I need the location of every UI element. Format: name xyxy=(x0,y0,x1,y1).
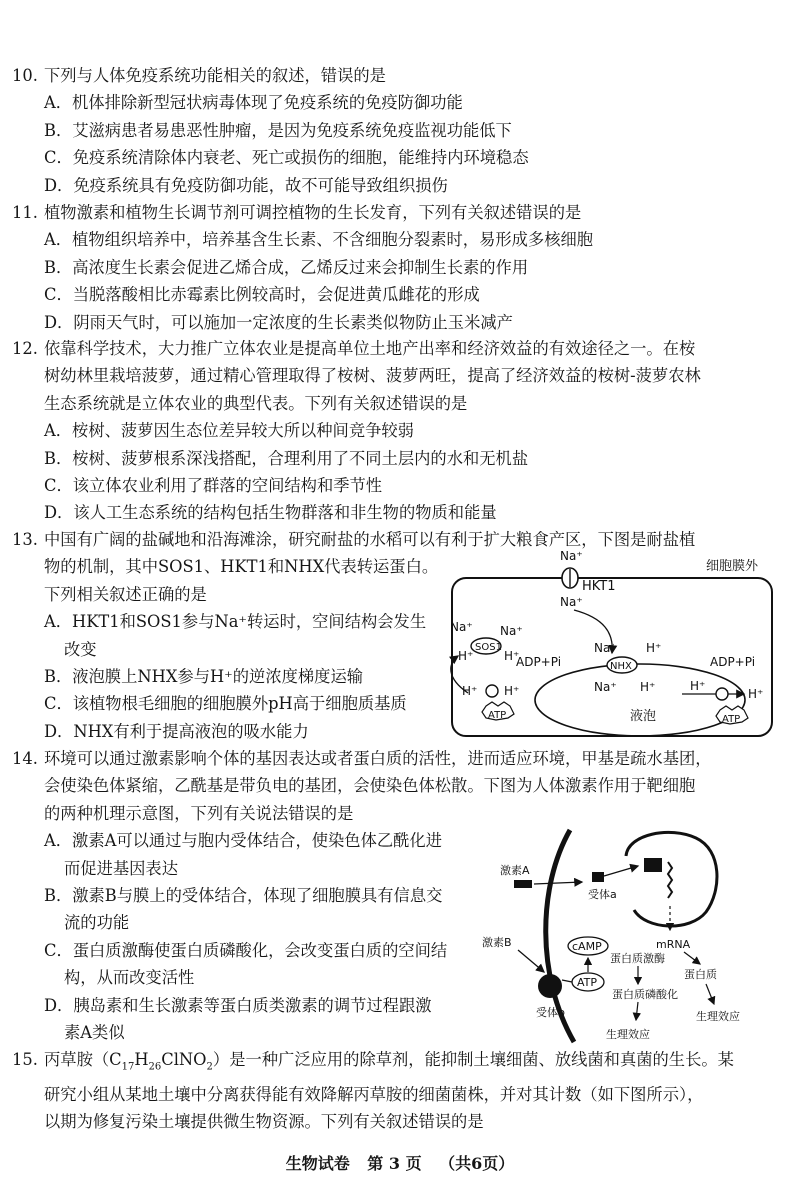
question-number: 12. xyxy=(12,339,38,358)
h-label: H⁺ xyxy=(504,684,520,698)
adp-label: ADP+Pi xyxy=(516,655,562,669)
question-stem-cont: 会使染色体紧缩，乙酰基是带负电的基团，会使染色体松散。下图为人体激素作用于靶细胞 xyxy=(44,776,696,796)
option-c-cont: 构，从而改变活性 xyxy=(64,968,195,988)
h-label: H⁺ xyxy=(462,684,478,698)
proton-pump xyxy=(716,688,728,700)
h-label: H⁺ xyxy=(458,649,474,663)
h-label: H⁺ xyxy=(504,649,520,663)
question-number: 10. xyxy=(12,66,38,85)
option-b: B．艾滋病患者易患恶性肿瘤，是因为免疫系统免疫监视功能低下 xyxy=(44,120,512,140)
option-a: A．桉树、菠萝因生态位差异较大所以种间竞争较弱 xyxy=(44,421,414,441)
hormone-a-label: 激素A xyxy=(500,864,530,877)
question-11 xyxy=(12,199,792,336)
hormone-b-label: 激素B xyxy=(482,936,512,949)
na-label: Na⁺ xyxy=(594,680,617,694)
option-d-cont: 素A类似 xyxy=(64,1023,125,1043)
option-c: C．该立体农业利用了群落的空间结构和季节性 xyxy=(44,476,383,496)
atp-label: ATP xyxy=(488,710,507,721)
option-a: A．机体排除新型冠状病毒体现了免疫系统的免疫防御功能 xyxy=(44,93,463,113)
question-15 xyxy=(12,1046,792,1135)
hormone-receptor-complex xyxy=(644,858,662,872)
question-12 xyxy=(12,335,792,527)
effect-label-1: 生理效应 xyxy=(606,1028,650,1041)
footer-total: （共6页） xyxy=(439,1154,515,1173)
outside-label: 细胞膜外 xyxy=(706,559,759,574)
chromatin xyxy=(668,862,672,898)
option-b: B．桉树、菠萝根系深浅搭配，合理利用了不同土层内的水和无机盐 xyxy=(44,448,529,468)
mrna-label: mRNA xyxy=(656,938,691,951)
na-label: Na⁺ xyxy=(560,595,583,609)
question-number: 11. xyxy=(12,203,38,222)
vacuole xyxy=(535,664,745,736)
question-10 xyxy=(12,62,792,199)
na-label: Na⁺ xyxy=(594,641,617,655)
question-stem: 环境可以通过激素影响个体的基因表达或者蛋白质的活性，进而适应环境，甲基是疏水基团， xyxy=(44,749,712,768)
option-a: A．HKT1和SOS1参与Na⁺转运时，空间结构会发生 xyxy=(44,612,427,632)
option-a-cont: 改变 xyxy=(64,639,97,659)
option-a: A．植物组织培养中，培养基含生长素、不含细胞分裂素时，易形成多核细胞 xyxy=(44,230,594,250)
receptor-a xyxy=(592,872,604,882)
receptor-b-label: 受体b xyxy=(536,1006,565,1019)
option-b: B．激素B与膜上的受体结合，体现了细胞膜具有信息交 xyxy=(44,886,443,906)
proton-pump xyxy=(486,685,498,697)
hormone-a xyxy=(514,880,532,888)
salt-tolerance-figure xyxy=(444,548,794,743)
hormone-mechanism-figure xyxy=(478,826,778,1044)
question-number: 13. xyxy=(12,530,38,549)
option-d: D．免疫系统具有免疫防御功能，故不可能导致组织损伤 xyxy=(44,175,448,195)
question-stem-cont: 研究小组从某地土壤中分离获得能有效降解丙草胺的细菌菌株，并对其计数（如下图所示）， xyxy=(44,1084,704,1104)
na-label: Na⁺ xyxy=(500,624,523,638)
na-label: Na⁺ xyxy=(560,549,583,563)
kinase-label: 蛋白质激酶 xyxy=(610,952,665,965)
nhx-label: NHX xyxy=(610,661,632,672)
option-a: A．激素A可以通过与胞内受体结合，使染色体乙酰化进 xyxy=(44,831,442,851)
atp-label: ATP xyxy=(577,976,598,989)
page-footer xyxy=(0,1151,800,1174)
footer-subject: 生物试卷 xyxy=(285,1154,350,1173)
question-stem: 植物激素和植物生长调节剂可调控植物的生长发育，下列有关叙述错误的是 xyxy=(44,203,582,222)
footer-page: 第 3 页 xyxy=(367,1154,422,1173)
h-label: H⁺ xyxy=(748,687,764,701)
adp-label: ADP+Pi xyxy=(710,655,756,669)
question-stem-cont: 树幼林里栽培菠萝，通过精心管理取得了桉树、菠萝两旺，提高了经济效益的桉树-菠萝农林 xyxy=(44,366,701,386)
camp-label: cAMP xyxy=(572,940,602,953)
question-number: 15. xyxy=(12,1050,38,1069)
h-label: H⁺ xyxy=(646,641,662,655)
na-label: Na⁺ xyxy=(450,620,473,634)
receptor-a-label: 受体a xyxy=(588,888,617,901)
effect-label-2: 生理效应 xyxy=(696,1010,740,1023)
h-label: H⁺ xyxy=(690,679,706,693)
question-stem-cont: 下列相关叙述正确的是 xyxy=(44,584,207,604)
protein-label: 蛋白质 xyxy=(684,968,717,981)
question-stem-cont: 物的机制，其中SOS1、HKT1和NHX代表转运蛋白。 xyxy=(44,557,439,577)
option-c: C．当脱落酸相比赤霉素比例较高时，会促进黄瓜雌花的形成 xyxy=(44,285,480,305)
option-b-cont: 流的功能 xyxy=(64,913,130,933)
question-stem: 下列与人体免疫系统功能相关的叙述，错误的是 xyxy=(44,66,386,85)
question-stem-cont: 的两种机理示意图，下列有关说法错误的是 xyxy=(44,803,354,823)
option-c: C．该植物根毛细胞的细胞膜外pH高于细胞质基质 xyxy=(44,694,407,714)
option-b: B．液泡膜上NHX参与H⁺的逆浓度梯度运输 xyxy=(44,667,364,687)
question-stem: 依靠科学技术，大力推广立体农业是提高单位土地产出率和经济效益的有效途径之一。在桉 xyxy=(44,339,696,358)
option-d: D．NHX有利于提高液泡的吸水能力 xyxy=(44,721,309,741)
question-stem-cont: 生态系统就是立体农业的典型代表。下列有关叙述错误的是 xyxy=(44,393,468,413)
vacuole-label: 液泡 xyxy=(630,709,657,724)
option-c: C．蛋白质激酶使蛋白质磷酸化，会改变蛋白质的空间结 xyxy=(44,940,448,960)
hkt1-label: HKT1 xyxy=(582,579,616,594)
h-label: H⁺ xyxy=(640,680,656,694)
sos1-label: SOS1 xyxy=(475,642,502,653)
option-d: D．胰岛素和生长激素等蛋白质类激素的调节过程跟激 xyxy=(44,995,432,1015)
question-number: 14. xyxy=(12,749,38,768)
question-stem: 丙草胺$(C_{17}H_{26}ClNO_2)$是一种广泛应用的除草剂，能抑制土壤细菌、放线菌和真菌的生长。某 xyxy=(44,1050,734,1073)
question-stem-cont: 以期为修复污染土壤提供微生物资源。下列有关叙述错误的是 xyxy=(44,1112,484,1132)
option-b: B．高浓度生长素会促进乙烯合成，乙烯反过来会抑制生长素的作用 xyxy=(44,257,529,277)
option-d: D．阴雨天气时，可以施加一定浓度的生长素类似物防止玉米减产 xyxy=(44,312,513,332)
option-a-cont: 而促进基因表达 xyxy=(64,858,178,878)
option-d: D．该人工生态系统的结构包括生物群落和非生物的物质和能量 xyxy=(44,503,497,523)
question-stem: 中国有广阔的盐碱地和沿海滩涂，研究耐盐的水稻可以有利于扩大粮食产区，下图是耐盐植 xyxy=(44,530,696,549)
receptor-b xyxy=(538,974,562,998)
phospho-label: 蛋白质磷酸化 xyxy=(612,988,678,1001)
atp-label: ATP xyxy=(722,714,741,725)
option-c: C．免疫系统清除体内衰老、死亡或损伤的细胞，能维持内环境稳态 xyxy=(44,148,529,168)
